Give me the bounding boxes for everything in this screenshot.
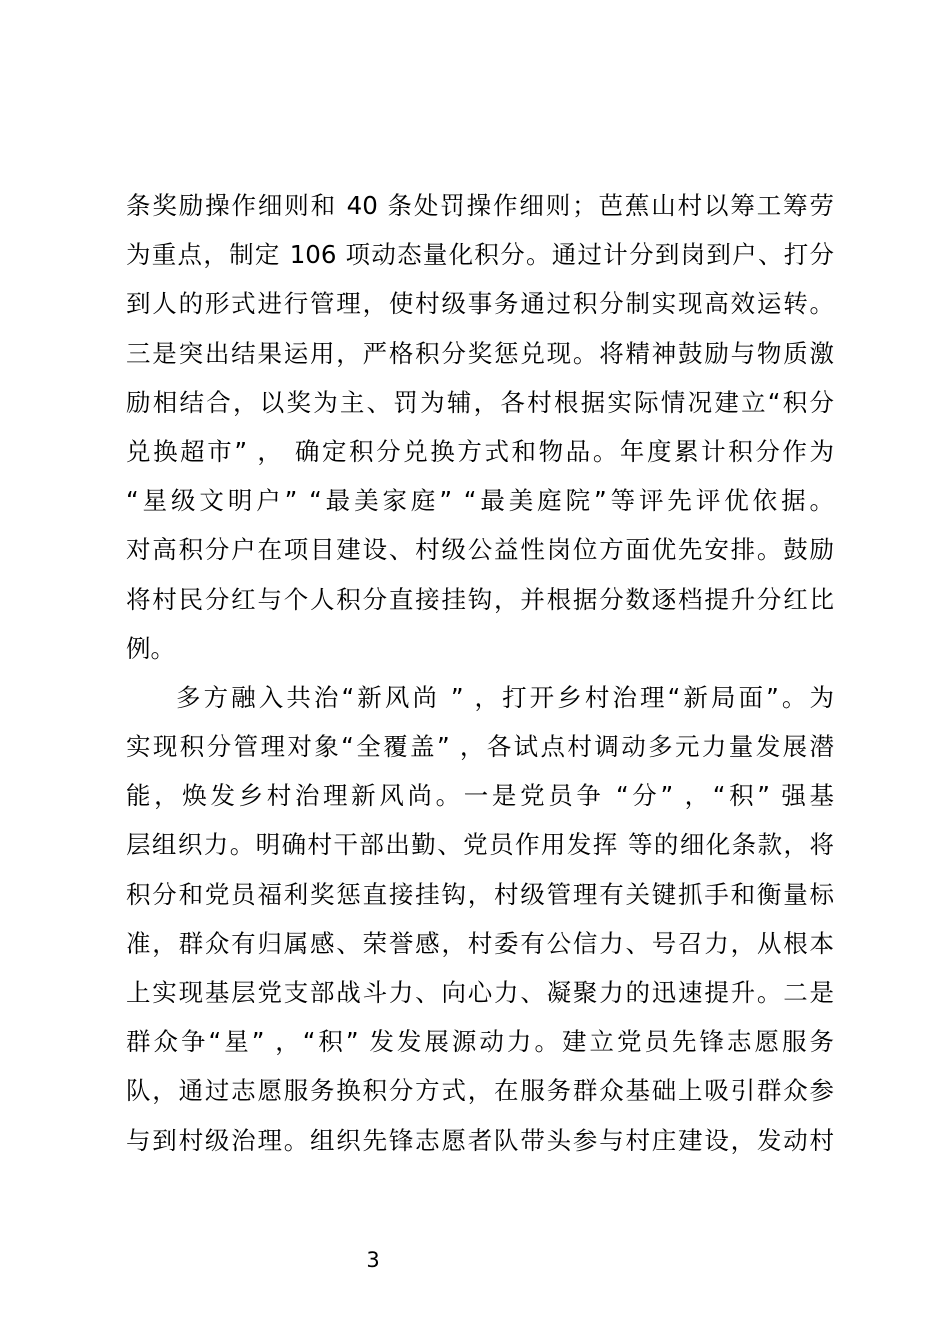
body-text (126, 181, 834, 1165)
text-line: 实现积分管理对象“全覆盖” ，各试点村调动多元力量发展潜 (126, 732, 834, 762)
paragraph-first-line: 多方融入共治“新风尚 ” ，打开乡村治理“新局面”。为 (176, 682, 834, 712)
text-line: 为重点，制定 106 项动态量化积分。通过计分到岗到户、打分 (126, 240, 834, 270)
text-line: 能，焕发乡村治理新风尚。一是党员争 “分” ，“积” 强基 (126, 781, 834, 811)
text-line: 上实现基层党支部战斗力、向心力、凝聚力的迅速提升。二是 (126, 978, 834, 1007)
page-number: 3 (366, 1248, 380, 1272)
text-line: 层组织力。明确村干部出勤、党员作用发挥 等的细化条款，将 (126, 830, 834, 860)
text-line: 积分和党员福利奖惩直接挂钩，村级管理有关键抓手和衡量标 (126, 879, 834, 909)
text-line: 与到村级治理。组织先锋志愿者队带头参与村庄建设，发动村 (126, 1125, 834, 1155)
text-line: 到人的形式进行管理，使村级事务通过积分制实现高效运转。 (126, 289, 834, 319)
text-line: 兑换超市” ， 确定积分兑换方式和物品。年度累计积分作为 (126, 436, 834, 466)
text-line: 条奖励操作细则和 40 条处罚操作细则；芭蕉山村以筹工筹劳 (126, 191, 834, 220)
text-line: 群众争“星” ，“积” 发发展源动力。建立党员先锋志愿服务 (126, 1027, 834, 1057)
text-line: 三是突出结果运用，严格积分奖惩兑现。将精神鼓励与物质激 (126, 338, 834, 368)
text-line: 准，群众有归属感、荣誉感，村委有公信力、号召力，从根本 (126, 928, 834, 958)
text-line: 队，通过志愿服务换积分方式，在服务群众基础上吸引群众参 (126, 1076, 834, 1106)
text-line: 将村民分红与个人积分直接挂钩，并根据分数逐档提升分红比 (126, 584, 834, 614)
text-line: 对高积分户在项目建设、村级公益性岗位方面优先安排。鼓励 (126, 535, 834, 565)
text-line: 例。 (126, 633, 175, 663)
text-line: “星级文明户” “最美家庭” “最美庭院”等评先评优依据。 (126, 486, 834, 516)
text-line: 励相结合，以奖为主、罚为辅，各村根据实际情况建立“积分 (126, 387, 834, 417)
